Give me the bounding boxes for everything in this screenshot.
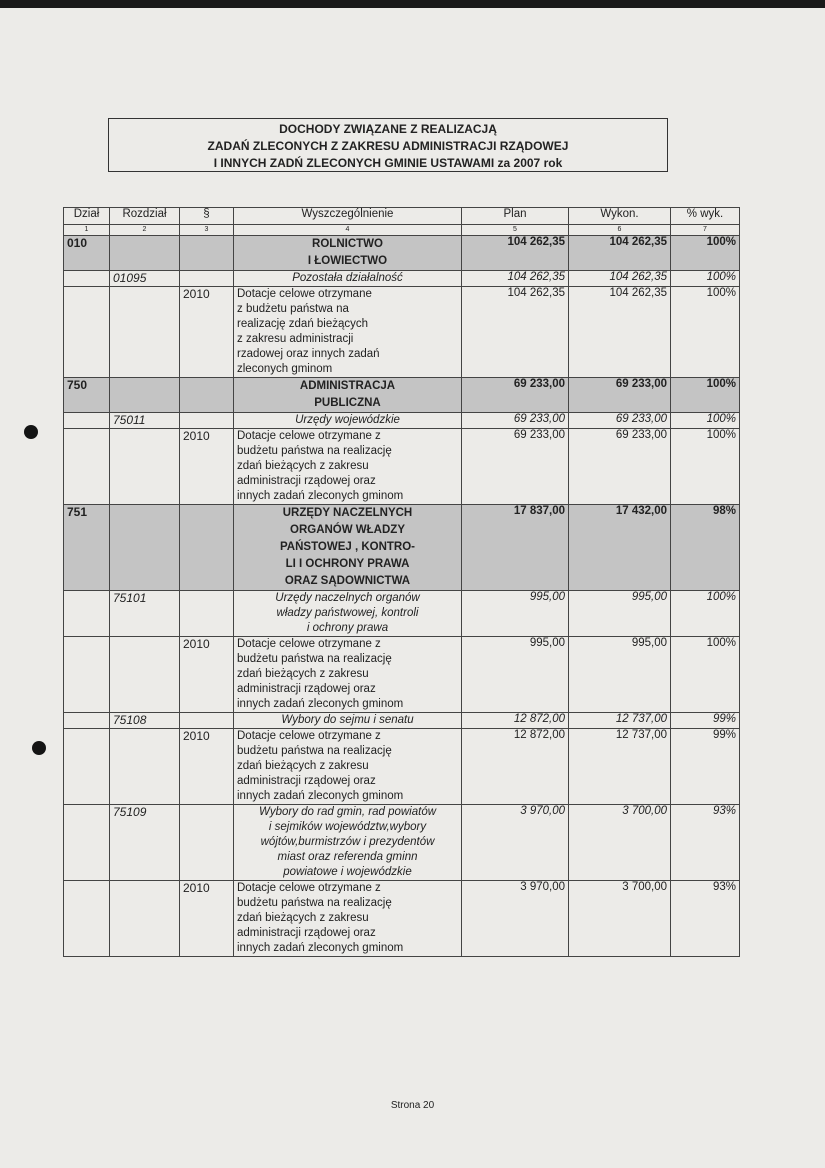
plan-cell: 69 233,00 [462,429,569,505]
description-line: Dotacje celowe otrzymane [237,288,372,300]
paragraf-cell [180,591,234,637]
description-line: władzy państwowej, kontroli [276,607,419,619]
wykon-cell: 69 233,00 [569,378,671,413]
dzial-cell [64,637,110,713]
description-line: Dotacje celowe otrzymane z [237,730,381,742]
description-line: innych zadań zleconych gminom [237,698,404,710]
description-line: innych zadań zleconych gminom [237,490,404,502]
plan-cell: 12 872,00 [462,729,569,805]
table-row-dzial [64,236,740,271]
income-table [63,207,740,957]
plan-cell: 3 970,00 [462,805,569,881]
description-line: zdań bieżących z zakresu [237,460,369,472]
index-cell: 5 [462,225,569,236]
description-line: Wybory do rad gmin, rad powiatów [258,806,437,818]
description-line: LI I OCHRONY PRAWA [285,558,410,570]
paragraf-cell: 2010 [180,881,234,957]
pct-cell: 99% [671,729,740,805]
dzial-cell: 010 [64,236,110,271]
description-line: miast oraz referenda gminn [277,851,418,863]
description-line: Dotacje celowe otrzymane z [237,638,381,650]
pct-cell: 100% [671,378,740,413]
scan-top-edge [0,0,825,8]
description-line: innych zadań zleconych gminom [237,942,404,954]
pct-cell: 99% [671,713,740,729]
description-cell [234,287,462,378]
table-row-roz [64,591,740,637]
description-line: URZĘDY NACZELNYCH [282,507,413,519]
wykon-cell: 12 737,00 [569,713,671,729]
description-line: ADMINISTRACJA [299,380,396,392]
table-row-par [64,729,740,805]
description-cell [234,713,462,729]
header-plan: Plan [462,208,569,225]
description-line: administracji rządowej oraz [237,475,376,487]
description-cell [234,729,462,805]
description-line: administracji rządowej oraz [237,775,376,787]
description-cell [234,413,462,429]
description-line: zleconych gminom [237,363,333,375]
description-line: wójtów,burmistrzów i prezydentów [260,836,435,848]
wykon-cell: 12 737,00 [569,729,671,805]
wykon-cell: 69 233,00 [569,413,671,429]
header-wyszczegolnienie: Wyszczególnienie [234,208,462,225]
description-line: realizację zdań bieżących [237,318,369,330]
dzial-cell [64,713,110,729]
table-row-par [64,429,740,505]
description-line: zdań bieżących z zakresu [237,912,369,924]
dzial-cell [64,271,110,287]
description-cell [234,881,462,957]
dzial-cell [64,805,110,881]
rozdzial-cell: 75108 [110,713,180,729]
paragraf-cell: 2010 [180,287,234,378]
title-line-2: ZADAŃ ZLECONYCH Z ZAKRESU ADMINISTRACJI RZĄDOWEJ [207,139,569,153]
plan-cell: 3 970,00 [462,881,569,957]
description-line: administracji rządowej oraz [237,683,376,695]
paragraf-cell [180,236,234,271]
description-line: Wybory do sejmu i senatu [281,714,414,726]
wykon-cell: 104 262,35 [569,271,671,287]
plan-cell: 995,00 [462,591,569,637]
rozdzial-cell [110,378,180,413]
description-line: budżetu państwa na realizację [237,897,392,909]
plan-cell: 104 262,35 [462,271,569,287]
rozdzial-cell [110,236,180,271]
description-line: i sejmików województw,wybory [268,821,427,833]
dzial-cell [64,413,110,429]
header-paragraf: § [180,208,234,225]
paragraf-cell [180,713,234,729]
description-line: budżetu państwa na realizację [237,653,392,665]
description-line: Urzędy naczelnych organów [275,592,420,604]
dzial-cell [64,429,110,505]
paragraf-cell [180,805,234,881]
wykon-cell: 3 700,00 [569,881,671,957]
description-line: z budżetu państwa na [237,303,349,315]
description-line: Dotacje celowe otrzymane z [237,430,381,442]
dzial-cell [64,881,110,957]
rozdzial-cell [110,729,180,805]
table-row-par [64,881,740,957]
description-cell [234,271,462,287]
description-cell [234,378,462,413]
header-pct: % wyk. [671,208,740,225]
wykon-cell: 17 432,00 [569,505,671,591]
paragraf-cell [180,271,234,287]
table-row-roz [64,271,740,287]
rozdzial-cell: 75101 [110,591,180,637]
description-line: Urzędy wojewódzkie [295,414,400,426]
description-line: budżetu państwa na realizację [237,445,392,457]
description-line: Pozostała działalność [292,272,403,284]
pct-cell: 93% [671,805,740,881]
description-cell [234,236,462,271]
wykon-cell: 995,00 [569,637,671,713]
rozdzial-cell [110,287,180,378]
document-title [108,118,668,172]
description-line: rzadowej oraz innych zadań [237,348,380,360]
plan-cell: 69 233,00 [462,413,569,429]
pct-cell: 100% [671,413,740,429]
rozdzial-cell: 75011 [110,413,180,429]
description-line: z zakresu administracji [237,333,354,345]
paragraf-cell [180,413,234,429]
table-row-par [64,287,740,378]
pct-cell: 100% [671,287,740,378]
pct-cell: 100% [671,429,740,505]
wykon-cell: 104 262,35 [569,236,671,271]
header-rozdzial: Rozdział [110,208,180,225]
index-cell: 3 [180,225,234,236]
description-cell [234,591,462,637]
plan-cell: 12 872,00 [462,713,569,729]
paragraf-cell [180,505,234,591]
description-line: administracji rządowej oraz [237,927,376,939]
index-cell: 1 [64,225,110,236]
rozdzial-cell: 75109 [110,805,180,881]
plan-cell: 104 262,35 [462,287,569,378]
wykon-cell: 3 700,00 [569,805,671,881]
plan-cell: 17 837,00 [462,505,569,591]
table-row-par [64,637,740,713]
description-line: ROLNICTWO [312,238,383,250]
dzial-cell [64,729,110,805]
pct-cell: 98% [671,505,740,591]
rozdzial-cell [110,429,180,505]
description-line: PUBLICZNA [314,397,381,409]
page-number: Strona 20 [390,1100,435,1111]
dzial-cell [64,591,110,637]
title-line-3: I INNYCH ZADŃ ZLECONYCH GMINIE USTAWAMI za 2007 rok [213,156,563,170]
rozdzial-cell: 01095 [110,271,180,287]
wykon-cell: 995,00 [569,591,671,637]
description-line: PAŃSTOWEJ , KONTRO- [279,541,416,553]
rozdzial-cell [110,505,180,591]
index-cell: 4 [234,225,462,236]
paragraf-cell: 2010 [180,429,234,505]
pct-cell: 100% [671,591,740,637]
paragraf-cell: 2010 [180,729,234,805]
description-line: innych zadań zleconych gminom [237,790,404,802]
index-cell: 7 [671,225,740,236]
table-row-roz [64,713,740,729]
index-cell: 6 [569,225,671,236]
description-cell [234,805,462,881]
description-line: powiatowe i wojewódzkie [283,866,412,878]
description-line: Dotacje celowe otrzymane z [237,882,381,894]
index-cell: 2 [110,225,180,236]
pct-cell: 100% [671,271,740,287]
plan-cell: 69 233,00 [462,378,569,413]
description-line: budżetu państwa na realizację [237,745,392,757]
description-line: ORAZ SĄDOWNICTWA [284,575,411,587]
description-line: I ŁOWIECTWO [307,255,388,267]
description-line: zdań bieżących z zakresu [237,668,369,680]
wykon-cell: 104 262,35 [569,287,671,378]
dzial-cell [64,287,110,378]
paragraf-cell [180,378,234,413]
wykon-cell: 69 233,00 [569,429,671,505]
description-line: ORGANÓW WŁADZY [290,524,405,536]
dzial-cell: 751 [64,505,110,591]
header-dzial: Dział [64,208,110,225]
plan-cell: 104 262,35 [462,236,569,271]
punch-hole [24,425,38,439]
rozdzial-cell [110,637,180,713]
table-index-row [64,225,740,236]
rozdzial-cell [110,881,180,957]
pct-cell: 93% [671,881,740,957]
table-row-dzial [64,378,740,413]
description-line: zdań bieżących z zakresu [237,760,369,772]
table-row-roz [64,413,740,429]
table-header-row [64,208,740,225]
punch-hole [32,741,46,755]
pct-cell: 100% [671,637,740,713]
title-line-1: DOCHODY ZWIĄZANE Z REALIZACJĄ [279,122,497,136]
paragraf-cell: 2010 [180,637,234,713]
header-wykon: Wykon. [569,208,671,225]
table-row-dzial [64,505,740,591]
table-body [64,236,740,957]
plan-cell: 995,00 [462,637,569,713]
pct-cell: 100% [671,236,740,271]
description-line: i ochrony prawa [306,622,389,634]
dzial-cell: 750 [64,378,110,413]
description-cell [234,429,462,505]
description-cell [234,505,462,591]
description-cell [234,637,462,713]
table-row-roz [64,805,740,881]
